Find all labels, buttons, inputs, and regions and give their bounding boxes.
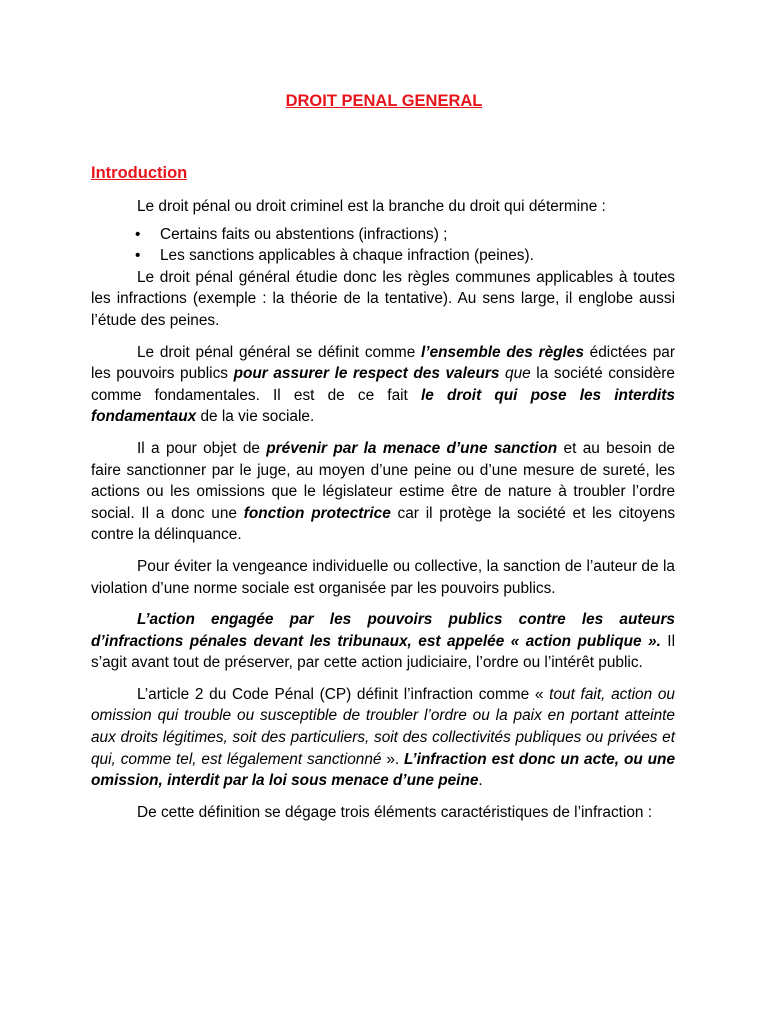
emphasis: le droit qui pose les interdits fondamentaux (91, 386, 675, 426)
text-run: édictées par les pouvoirs publics (91, 343, 675, 383)
paragraph (91, 609, 675, 674)
paragraph: Pour éviter la vengeance individuelle ou collective, la sanction de l’auteur de la violation d’une norme sociale est organisée par les pouvoirs publics. (91, 557, 675, 597)
page-title: DROIT PENAL GENERAL (285, 92, 483, 110)
bullet-icon: • (135, 225, 141, 243)
paragraph-intro: Le droit pénal ou droit criminel est la branche du droit qui détermine : (137, 198, 606, 215)
paragraph (91, 342, 675, 428)
text-run: car il protège la société et les citoyens contre la délinquance. (91, 504, 676, 544)
paragraph (91, 684, 675, 792)
list-item (91, 245, 675, 267)
paragraph (91, 438, 675, 546)
emphasis: fonction protectrice (243, 504, 391, 522)
italic-text: que (499, 365, 531, 383)
list-item (91, 224, 675, 246)
text-run: ». (381, 750, 405, 768)
italic-text: tout fait, action ou omission qui trouble ou susceptible de troubler l’ordre ou la paix en portant atteinte aux droits légitimes, soit des particuliers, soit des collectivités publiques ou privées et qui, comme tel, est légalement sanctionné (91, 685, 675, 768)
emphasis: pour assurer le respect des valeurs (233, 365, 500, 383)
bullet-list (91, 224, 675, 267)
text-run: L’article 2 du Code Pénal (CP) définit l’infraction comme « (137, 685, 550, 703)
document-body (91, 196, 675, 823)
text-run: Il a pour objet de (137, 439, 267, 457)
text-run: la société considère comme fondamentales. Il est de ce fait (91, 365, 675, 404)
text-run: Le droit pénal général se définit comme (137, 343, 422, 361)
emphasis: l’ensemble des règles (421, 343, 584, 361)
paragraph: De cette définition se dégage trois éléments caractéristiques de l’infraction : (137, 803, 653, 821)
list-item-text: Certains faits ou abstentions (infractions) ; (160, 225, 448, 243)
text-run: et au besoin de faire sanctionner par le juge, au moyen d’une peine ou d’une mesure de sureté, les actions ou les omissions que le législateur estime être de nature à troubler l’ordre social. Il a donc une (91, 439, 675, 522)
emphasis: L’action engagée par les pouvoirs publics contre les auteurs d’infractions pénales devant les tribunaux, est appelée « action publique ». (91, 611, 675, 650)
text-run: . (478, 772, 483, 790)
bullet-icon: • (135, 247, 141, 265)
section-heading: Introduction (91, 164, 188, 182)
list-item-text: Les sanctions applicables à chaque infraction (peines). (160, 247, 534, 265)
paragraph: Le droit pénal général étudie donc les règles communes applicables à toutes les infractions (exemple : la théorie de la tentative). Au sens large, il englobe aussi l’étude des peines. (91, 268, 675, 329)
emphasis: prévenir par la menace d’une sanction (266, 439, 558, 457)
text-run: de la vie sociale. (196, 408, 315, 426)
text-run: Il s’agit avant tout de préserver, par cette action judiciaire, l’ordre ou l’intérêt public. (91, 632, 675, 672)
emphasis: L’infraction est donc un acte, ou une omission, interdit par la loi sous menace d’une peine (91, 750, 676, 790)
